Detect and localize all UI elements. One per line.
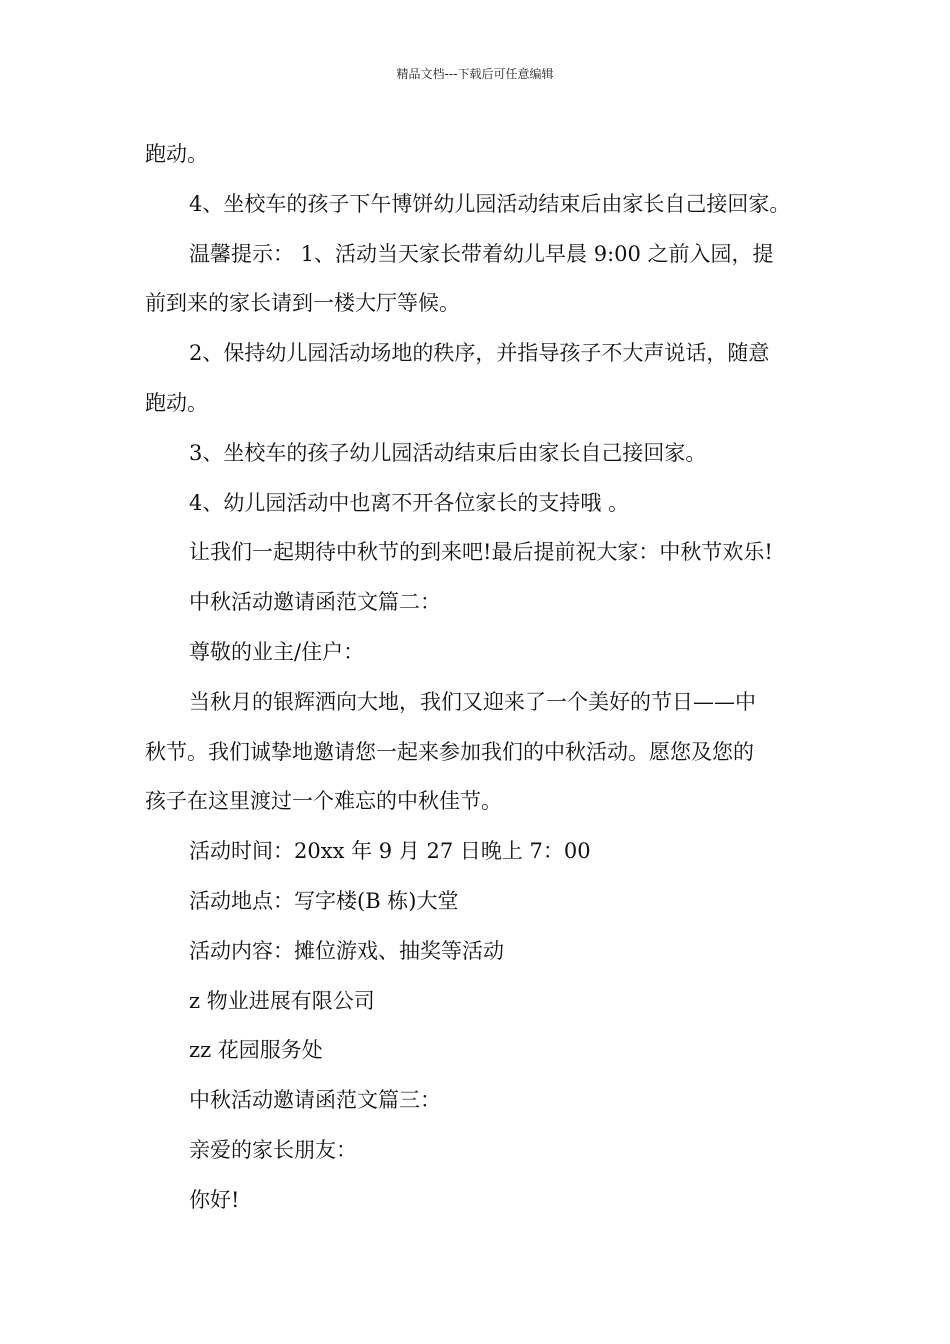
paragraph: 当秋月的银辉洒向大地，我们又迎来了一个美好的节日——中 (189, 689, 756, 714)
paragraph: 温馨提示： 1、活动当天家长带着幼儿早晨 9:00 之前入园，提 (189, 241, 774, 266)
section-heading: 中秋活动邀请函范文篇二： (189, 590, 441, 615)
event-time: 活动时间：20xx 年 9 月 27 日晚上 7：00 (189, 839, 591, 864)
signature-office: zz 花园服务处 (189, 1038, 323, 1063)
event-content: 活动内容：摊位游戏、抽奖等活动 (189, 938, 504, 963)
paragraph: 跑动。 (145, 142, 208, 166)
paragraph: 3、坐校车的孩子幼儿园活动结束后由家长自己接回家。 (189, 440, 707, 465)
paragraph: 4、幼儿园活动中也离不开各位家长的支持哦 。 (189, 490, 630, 515)
document-body (145, 130, 825, 1226)
paragraph: 秋节。我们诚挚地邀请您一起来参加我们的中秋活动。愿您及您的 (145, 739, 754, 764)
greeting: 你好! (189, 1187, 240, 1212)
section-heading: 中秋活动邀请函范文篇三： (189, 1088, 441, 1113)
salutation: 尊敬的业主/住户： (189, 639, 365, 664)
paragraph: 跑动。 (145, 390, 208, 415)
paragraph: 2、保持幼儿园活动场地的秩序，并指导孩子不大声说话，随意 (189, 341, 770, 366)
paragraph: 孩子在这里渡过一个难忘的中秋佳节。 (145, 789, 502, 814)
paragraph: 前到来的家长请到一楼大厅等候。 (145, 291, 460, 316)
paragraph: 让我们一起期待中秋节的到来吧!最后提前祝大家：中秋节欢乐! (189, 540, 773, 565)
event-location: 活动地点：写字楼(B 栋)大堂 (189, 888, 459, 913)
paragraph: 4、坐校车的孩子下午博饼幼儿园活动结束后由家长自己接回家。 (189, 191, 791, 216)
signature-company: z 物业进展有限公司 (189, 988, 375, 1013)
salutation: 亲爱的家长朋友： (189, 1137, 357, 1162)
page-header: 精品文档---下载后可任意编辑 (396, 67, 554, 81)
